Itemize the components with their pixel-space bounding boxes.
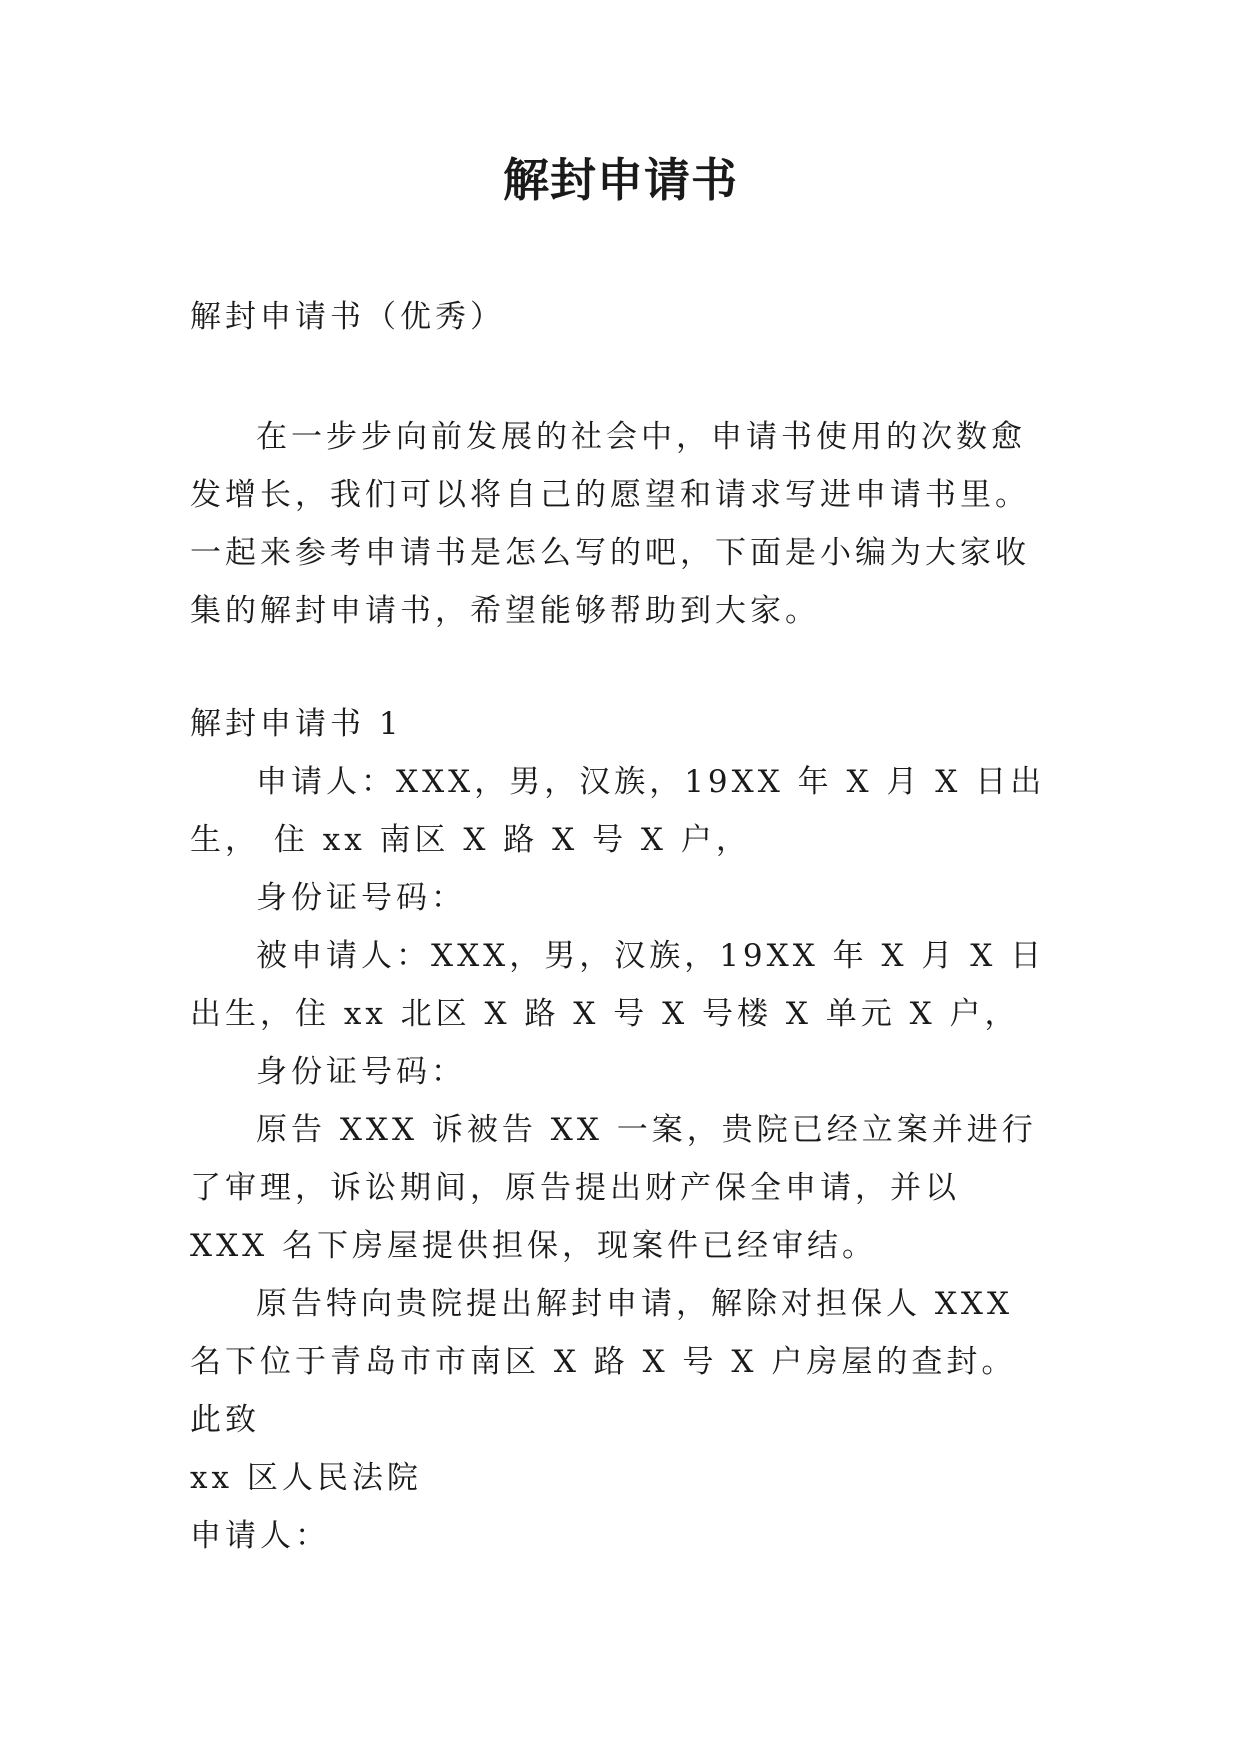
salutation: 此致 [190,1402,260,1438]
signature-line: 申请人： [190,1518,330,1554]
applicant-id-line: 身份证号码： [256,880,466,916]
applicant-info: 申请人：XXX，男，汉族，19XX 年 X 月 X 日出生， 住 xx 南区 X 路 X 号 X 户， [190,764,1046,858]
intro-paragraph: 在一步步向前发展的社会中，申请书使用的次数愈发增长，我们可以将自己的愿望和请求写进申请书里。一起来参考申请书是怎么写的吧，下面是小编为大家收集的解封申请书，希望能够帮助到大家。 [190,419,1030,629]
section-heading: 解封申请书 1 [190,706,403,742]
respondent-info: 被申请人：XXX，男，汉族，19XX 年 X 月 X 日出生，住 xx 北区 X 路 X 号 X 号楼 X 单元 X 户， [190,938,1046,1032]
case-facts-paragraph: 原告 XXX 诉被告 XX 一案，贵院已经立案并进行了审理，诉讼期间，原告提出财产保全申请，并以 XXX 名下房屋提供担保，现案件已经审结。 [190,1112,1037,1264]
document-title: 解封申请书 [503,153,738,207]
respondent-id-line: 身份证号码： [256,1054,466,1090]
application-letter [190,695,1052,1565]
request-paragraph: 原告特向贵院提出解封申请，解除对担保人 XXX 名下位于青岛市市南区 X 路 X 号 X 户房屋的查封。 [190,1286,1017,1380]
court-name: xx 区人民法院 [190,1460,422,1496]
document-subtitle: 解封申请书（优秀） [190,299,505,335]
